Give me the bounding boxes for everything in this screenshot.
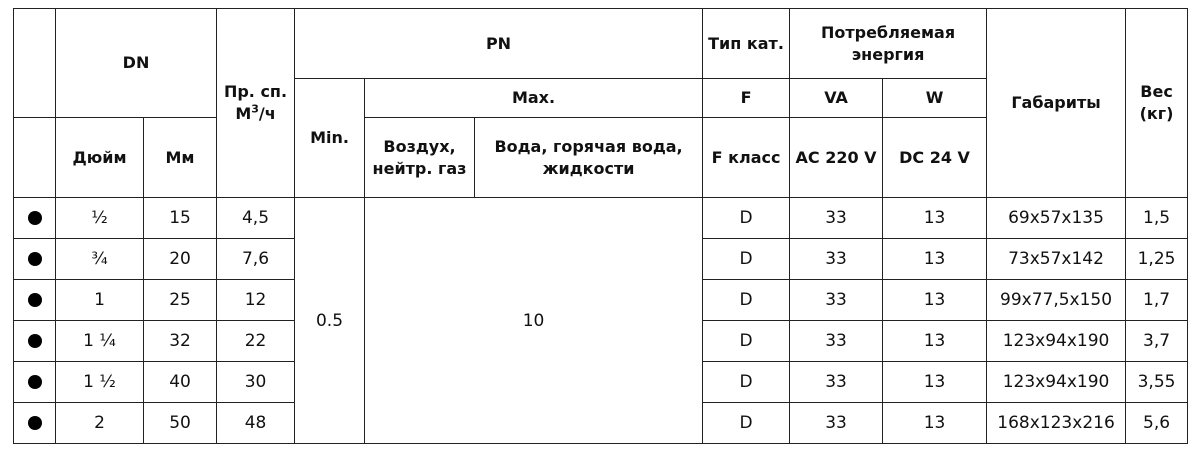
flow-cell: 12 <box>217 280 295 321</box>
pn-water-line1: Вода, горячая вода, <box>494 136 683 156</box>
pn-air-line1: Воздух, <box>383 136 456 156</box>
power-header-line1: Потребляемая <box>820 22 956 42</box>
bullet-cell <box>14 198 56 239</box>
dims-cell: 123x94x190 <box>987 321 1126 362</box>
weight-cell: 1,5 <box>1126 198 1188 239</box>
va-cell: 33 <box>790 403 883 444</box>
mm-cell: 50 <box>144 403 217 444</box>
pn-header: PN <box>295 9 703 79</box>
flow-cell: 7,6 <box>217 239 295 280</box>
mm-cell: 15 <box>144 198 217 239</box>
cat-cell: D <box>703 239 790 280</box>
bullet-icon <box>28 293 42 307</box>
cat-class-header: F класс <box>703 118 790 198</box>
weight-header-line1: Вес <box>1140 82 1173 101</box>
w-cell: 13 <box>883 280 987 321</box>
inch-cell: 1 <box>56 280 144 321</box>
weight-cell: 1,25 <box>1126 239 1188 280</box>
cat-type-header: Тип кат. <box>703 9 790 79</box>
flow-header-line1: Пр. сп. <box>223 82 288 101</box>
table-row <box>14 198 1188 239</box>
cat-cell: D <box>703 198 790 239</box>
pn-min-cell: 0.5 <box>295 198 365 444</box>
va-cell: 33 <box>790 280 883 321</box>
weight-cell: 1,7 <box>1126 280 1188 321</box>
cat-cell: D <box>703 321 790 362</box>
flow-cell: 22 <box>217 321 295 362</box>
power-va-header: VA <box>790 79 883 118</box>
dims-cell: 73x57x142 <box>987 239 1126 280</box>
flow-cell: 4,5 <box>217 198 295 239</box>
dn-header: DN <box>56 9 217 118</box>
pn-min-header: Min. <box>295 79 365 198</box>
pn-air-line2: нейтр. газ <box>372 158 467 178</box>
mm-cell: 25 <box>144 280 217 321</box>
va-cell: 33 <box>790 362 883 403</box>
cat-cell: D <box>703 280 790 321</box>
bullet-cell <box>14 280 56 321</box>
w-cell: 13 <box>883 198 987 239</box>
inch-cell: ¾ <box>56 239 144 280</box>
power-w-header: W <box>883 79 987 118</box>
bullet-icon <box>28 211 42 225</box>
pn-water-header <box>475 118 703 198</box>
weight-header <box>1126 9 1188 198</box>
mm-cell: 40 <box>144 362 217 403</box>
weight-header-line2: (кг) <box>1139 104 1174 123</box>
power-header <box>790 9 987 79</box>
bullet-icon <box>28 375 42 389</box>
mm-cell: 20 <box>144 239 217 280</box>
weight-cell: 3,7 <box>1126 321 1188 362</box>
inch-cell: 1 ½ <box>56 362 144 403</box>
bullet-cell <box>14 239 56 280</box>
bullet-icon <box>28 334 42 348</box>
weight-cell: 3,55 <box>1126 362 1188 403</box>
w-cell: 13 <box>883 403 987 444</box>
flow-cell: 48 <box>217 403 295 444</box>
spec-table <box>13 8 1188 444</box>
mm-cell: 32 <box>144 321 217 362</box>
pn-air-header <box>365 118 475 198</box>
dims-cell: 123x94x190 <box>987 362 1126 403</box>
bullet-cell <box>14 362 56 403</box>
dims-header: Габариты <box>987 9 1126 198</box>
dims-cell: 99x77,5x150 <box>987 280 1126 321</box>
power-header-line2: энергия <box>851 44 925 64</box>
flow-cell: 30 <box>217 362 295 403</box>
cat-cell: D <box>703 362 790 403</box>
bullet-cell <box>14 403 56 444</box>
weight-cell: 5,6 <box>1126 403 1188 444</box>
pn-water-line2: жидкости <box>542 158 635 178</box>
va-cell: 33 <box>790 239 883 280</box>
pn-max-cell: 10 <box>365 198 703 444</box>
cat-cell: D <box>703 403 790 444</box>
va-cell: 33 <box>790 198 883 239</box>
va-cell: 33 <box>790 321 883 362</box>
flow-header <box>217 9 295 198</box>
bullet-icon <box>28 252 42 266</box>
dims-cell: 168x123x216 <box>987 403 1126 444</box>
blank-header-cell <box>14 9 56 118</box>
power-ac-header: AC 220 V <box>790 118 883 198</box>
bullet-cell <box>14 321 56 362</box>
inch-header: Дюйм <box>56 118 144 198</box>
cat-f-header: F <box>703 79 790 118</box>
inch-cell: 1 ¼ <box>56 321 144 362</box>
power-dc-header: DC 24 V <box>883 118 987 198</box>
w-cell: 13 <box>883 239 987 280</box>
flow-header-line2: $М^3/ч$ <box>235 102 276 123</box>
dims-cell: 69x57x135 <box>987 198 1126 239</box>
pn-max-header: Max. <box>365 79 703 118</box>
inch-cell: ½ <box>56 198 144 239</box>
spec-table-wrapper <box>13 8 1188 444</box>
inch-cell: 2 <box>56 403 144 444</box>
blank-subheader-cell <box>14 118 56 198</box>
w-cell: 13 <box>883 321 987 362</box>
mm-header: Мм <box>144 118 217 198</box>
bullet-icon <box>28 416 42 430</box>
w-cell: 13 <box>883 362 987 403</box>
